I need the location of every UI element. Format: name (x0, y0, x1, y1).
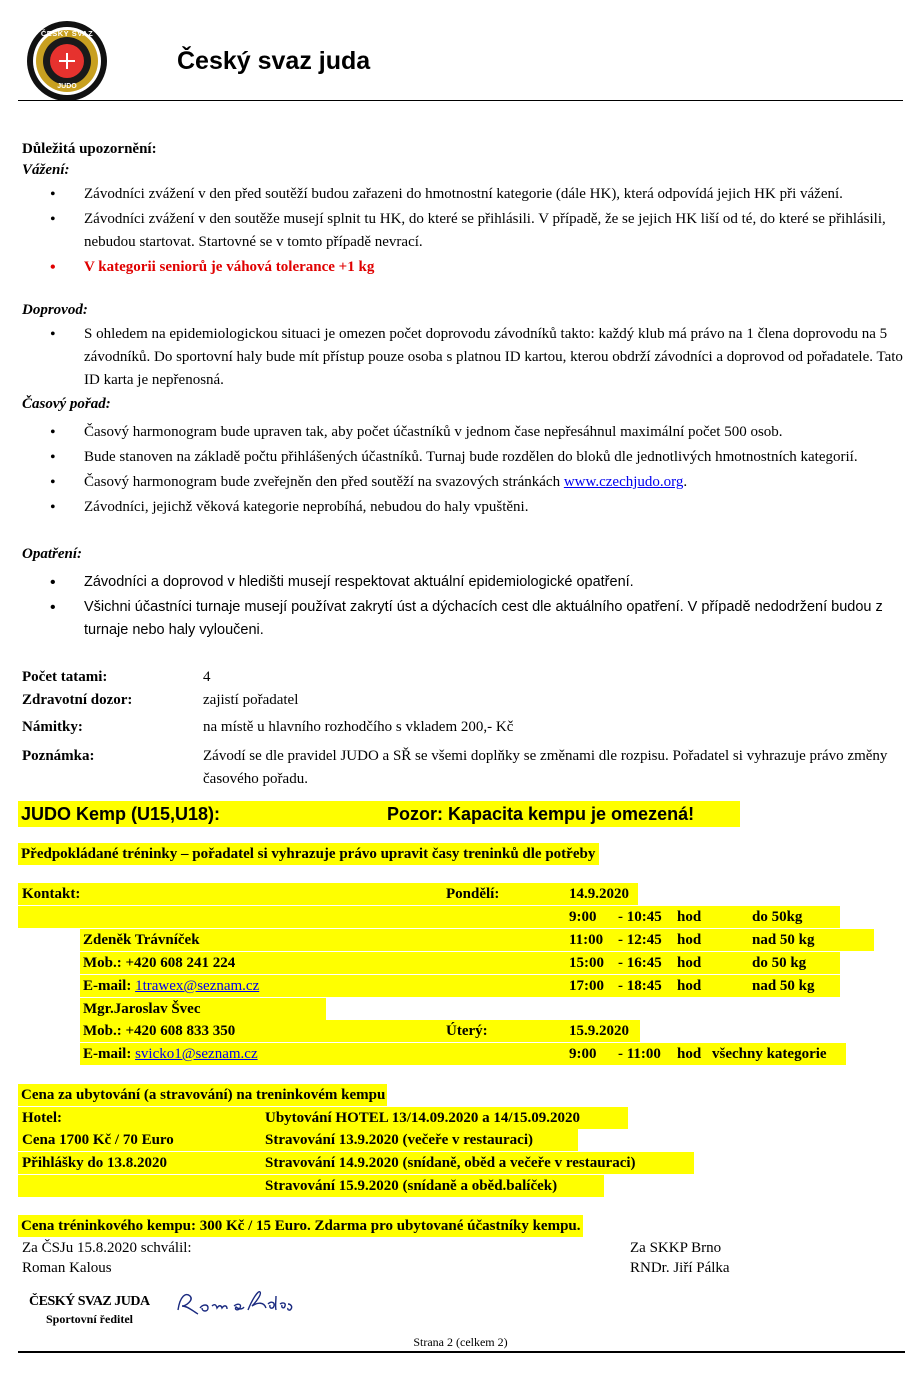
trainings-note: Předpokládané tréninky – pořadatel si vyhrazuje právo upravit časy treninků dle potřeby (18, 843, 599, 865)
day-date: 14.9.2020 (569, 886, 629, 902)
info-label: Poznámka: (22, 748, 95, 764)
session-from: 9:00 (569, 909, 597, 925)
contact-name: Zdeněk Trávníček (83, 932, 200, 948)
web-item-text: Časový harmonogram bude zveřejněn den před soutěží na svazových stránkách (84, 474, 564, 490)
list-vazeni (0, 183, 904, 281)
stamp-line2: Sportovní ředitel (46, 1312, 133, 1326)
session-from: 9:00 (569, 1046, 597, 1062)
info-label: Počet tatami: (22, 669, 108, 685)
list-item: • Závodníci zvážení v den soutěže musejí splnit tu HK, do které se přihlásili. V případě, že se jejich HK liší od té, do které se přihlásili, nebudou startovat. Startovné se v tomto případě nevrací. (0, 208, 904, 254)
info-value: 4 (203, 669, 211, 685)
email-label: E-mail: (83, 978, 136, 994)
accommodation-left: Hotel: (22, 1110, 62, 1126)
signature-right-line2: RNDr. Jiří Pálka (630, 1260, 730, 1276)
email-link[interactable]: 1trawex@seznam.cz (135, 978, 260, 994)
contact-email (83, 975, 259, 997)
contact-mob: Mob.: +420 608 833 350 (83, 1023, 236, 1039)
list-item: • Časový harmonogram bude upraven tak, aby počet účastníků v jednom čase nepřesáhnul maximální počet 500 osob. (0, 421, 904, 444)
stamp-line1: ČESKÝ SVAZ JUDA (29, 1294, 150, 1309)
day-label: Pondělí: (446, 886, 500, 902)
section-title-casovy-porad: Časový pořad: (22, 396, 111, 412)
list-item: • Všichni účastníci turnaje musejí používat zakrytí úst a dýchacích cest dle aktuálního opatření. V případě nedodržení budou z turnaje nebo haly vyloučeni. (0, 596, 904, 642)
header (0, 0, 921, 104)
section-title-doprovod: Doprovod: (22, 302, 88, 318)
session-unit: hod (677, 955, 702, 971)
list-item: • Závodníci zvážení v den před soutěží budou zařazeni do hmotnostní kategorie (dále HK), která odpovídá jejich HK při vážení. (0, 183, 904, 206)
session-unit: hod (677, 1046, 702, 1062)
list-item: • Závodníci, jejichž věková kategorie neprobíhá, nebudou do haly vpuštěni. (0, 496, 904, 519)
list-item: • Bude stanoven na základě počtu přihlášených účastníků. Turnaj bude rozdělen do bloků dle jednotlivých hmotnostních kategorií. (0, 446, 904, 469)
info-label: Zdravotní dozor: (22, 692, 133, 708)
camp-warning: Pozor: Kapacita kempu je omezená! (387, 804, 695, 824)
session-cat: do 50 kg (752, 955, 807, 971)
signature-right-line1: Za SKKP Brno (630, 1240, 722, 1256)
signature-icon (172, 1284, 302, 1320)
session-from: 15:00 (569, 955, 604, 971)
session-cat: nad 50 kg (752, 932, 815, 948)
list-item-highlight: • V kategorii seniorů je váhová tolerance +1 kg (0, 256, 904, 279)
session-to: - 10:45 (618, 909, 662, 925)
session-from: 11:00 (569, 932, 604, 948)
session-to: - 11:00 (618, 1046, 661, 1062)
day-label: Úterý: (446, 1023, 488, 1039)
info-value: Závodí se dle pravidel JUDO a SŘ se všemi doplňky se změnami dle rozpisu. Pořadatel si vyhrazuje právo změny časového pořadu. (203, 748, 888, 787)
email-label: E-mail: (83, 1046, 136, 1062)
notices-heading: Důležitá upozornění: (22, 141, 157, 157)
list-casovy-porad (0, 421, 904, 521)
contact-name: Mgr.Jaroslav Švec (83, 1001, 201, 1017)
list-item: • Závodníci a doprovod v hledišti musejí respektovat aktuální epidemiologické opatření. (0, 571, 904, 594)
contact-email (83, 1043, 258, 1065)
session-cat: všechny kategorie (712, 1046, 827, 1062)
accommodation-right: Stravování 14.9.2020 (snídaně, oběd a večeře v restauraci) (265, 1155, 636, 1171)
info-value: na místě u hlavního rozhodčího s vkladem 200,- Kč (203, 719, 514, 735)
web-item-after: . (683, 474, 688, 490)
logo (26, 20, 108, 102)
session-unit: hod (677, 978, 702, 994)
list-opatreni (0, 571, 904, 644)
logo-text-top: ČESKÝ SVAZ (40, 29, 94, 38)
session-from: 17:00 (569, 978, 604, 994)
accommodation-right: Stravování 15.9.2020 (snídaně a oběd.balíček) (265, 1178, 558, 1194)
contact-mob: Mob.: +420 608 241 224 (83, 955, 236, 971)
signature-left-line2: Roman Kalous (22, 1260, 112, 1276)
info-label: Námitky: (22, 719, 83, 735)
session-to: - 16:45 (618, 955, 662, 971)
list-item-web (0, 471, 904, 494)
logo-text-bottom: JUDO (57, 83, 77, 90)
accommodation-left: Přihlášky do 13.8.2020 (22, 1155, 168, 1171)
handwritten-signature (172, 1284, 302, 1320)
schedule-row (18, 906, 840, 928)
session-cat: do 50kg (752, 909, 803, 925)
header-divider (18, 100, 903, 101)
signature-left-line1: Za ČSJu 15.8.2020 schválil: (22, 1240, 192, 1256)
info-value: zajistí pořadatel (203, 692, 299, 708)
session-to: - 12:45 (618, 932, 662, 948)
accommodation-left: Cena 1700 Kč / 70 Euro (22, 1132, 174, 1148)
camp-title-bar (18, 801, 740, 827)
session-unit: hod (677, 932, 702, 948)
session-unit: hod (677, 909, 702, 925)
page-title: Český svaz juda (177, 47, 371, 75)
footer-divider (18, 1351, 905, 1353)
contact-label: Kontakt: (22, 886, 81, 902)
section-title-opatreni: Opatření: (22, 546, 82, 562)
accommodation-heading: Cena za ubytování (a stravování) na treninkovém kempu (18, 1084, 387, 1106)
footer-page-number: Strana 2 (celkem 2) (413, 1335, 508, 1349)
czechjudo-link[interactable]: www.czechjudo.org (563, 474, 684, 490)
email-link[interactable]: svicko1@seznam.cz (135, 1046, 258, 1062)
list-item: • S ohledem na epidemiologickou situaci je omezen počet doprovodu závodníků takto: každý klub má právo na 1 člena doprovodu na 5 závodníků. Do sportovní haly bude mít přístup pouze osoba s platnou ID kartou, kterou obdrží závodníci a doprovod od pořadatele. Tato ID karta je nepřenosná. (0, 323, 904, 392)
schedule-row-header (18, 883, 638, 905)
session-to: - 18:45 (618, 978, 662, 994)
accommodation-right: Stravování 13.9.2020 (večeře v restauraci) (265, 1132, 533, 1148)
camp-title: JUDO Kemp (U15,U18): (21, 804, 221, 824)
accommodation-right: Ubytování HOTEL 13/14.09.2020 a 14/15.09.2020 (265, 1110, 581, 1126)
section-title-vazeni: Vážení: (22, 162, 70, 178)
session-cat: nad 50 kg (752, 978, 815, 994)
camp-price: Cena tréninkového kempu: 300 Kč / 15 Euro. Zdarma pro ubytované účastníky kempu. (18, 1215, 583, 1237)
day-date: 15.9.2020 (569, 1023, 629, 1039)
list-doprovod (0, 323, 904, 394)
